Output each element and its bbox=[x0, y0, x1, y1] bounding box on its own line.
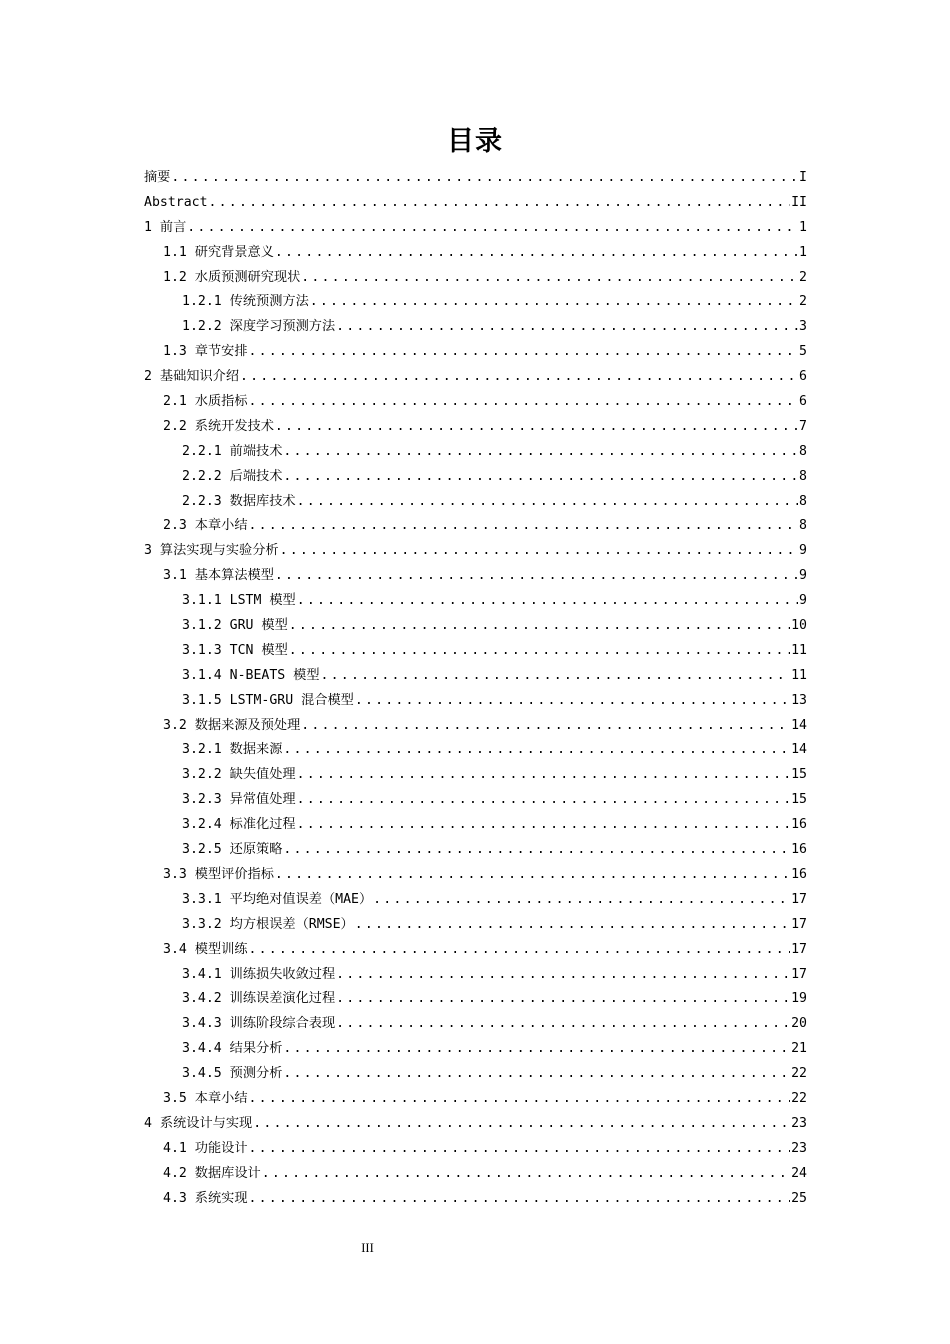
dot-leader bbox=[355, 913, 790, 938]
toc-entry-page-number: 2 bbox=[799, 269, 807, 285]
toc-entry-label: 4.3 系统实现 bbox=[163, 1190, 248, 1206]
toc-entry[interactable] bbox=[144, 266, 807, 291]
dot-leader bbox=[297, 788, 791, 813]
page-number: III bbox=[361, 1241, 374, 1255]
toc-entry[interactable] bbox=[144, 838, 807, 863]
toc-entry-label: 1.2.1 传统预测方法 bbox=[182, 294, 309, 310]
toc-entry-label: 1 前言 bbox=[144, 219, 187, 235]
toc-entry-page-number: 11 bbox=[791, 642, 807, 658]
toc-entry-page-number: 6 bbox=[799, 394, 807, 410]
toc-entry-page-number: 7 bbox=[799, 418, 807, 434]
toc-entry-label: 2.3 本章小结 bbox=[163, 518, 248, 534]
dot-leader bbox=[249, 1087, 791, 1112]
toc-entry-label: 3.4.2 训练误差演化过程 bbox=[182, 991, 336, 1007]
toc-entry-page-number: 17 bbox=[791, 941, 807, 957]
toc-title: 目录 bbox=[447, 126, 503, 157]
toc-entry-page-number: 8 bbox=[799, 443, 807, 459]
toc-entry-page-number: 14 bbox=[791, 742, 807, 758]
toc-entry-page-number: 20 bbox=[791, 1016, 807, 1032]
toc-entry-page-number: 17 bbox=[791, 916, 807, 932]
toc-entry-label: 摘要 bbox=[144, 170, 171, 185]
toc-entry-label: 2.2.2 后端技术 bbox=[182, 468, 283, 484]
toc-entry-page-number: 17 bbox=[791, 966, 807, 982]
table-of-contents bbox=[144, 166, 807, 1211]
dot-leader bbox=[249, 340, 799, 365]
dot-leader bbox=[275, 241, 798, 266]
toc-entry-label: 2.2.1 前端技术 bbox=[182, 443, 283, 459]
toc-entry-label: 3 算法实现与实验分析 bbox=[144, 543, 279, 559]
toc-entry[interactable] bbox=[144, 639, 807, 664]
dot-leader bbox=[289, 614, 790, 639]
toc-entry-page-number: 13 bbox=[791, 692, 807, 708]
dot-leader bbox=[336, 1012, 790, 1037]
dot-leader bbox=[297, 490, 798, 515]
toc-entry-page-number: 6 bbox=[799, 369, 807, 385]
toc-entry-page-number: II bbox=[791, 194, 807, 210]
toc-entry[interactable] bbox=[144, 763, 807, 788]
toc-entry-label: 2.2.3 数据库技术 bbox=[182, 493, 296, 509]
dot-leader bbox=[275, 863, 790, 888]
toc-entry[interactable] bbox=[144, 390, 807, 415]
toc-entry-label: 3.2.4 标准化过程 bbox=[182, 817, 296, 833]
toc-entry[interactable] bbox=[144, 664, 807, 689]
toc-entry[interactable] bbox=[144, 440, 807, 465]
toc-entry-page-number: 22 bbox=[791, 1066, 807, 1082]
dot-leader bbox=[209, 191, 791, 216]
toc-entry[interactable] bbox=[144, 241, 807, 266]
toc-entry[interactable] bbox=[144, 465, 807, 490]
toc-entry-label: 3.2.2 缺失值处理 bbox=[182, 767, 296, 783]
dot-leader bbox=[373, 888, 790, 913]
toc-entry-label: 4.1 功能设计 bbox=[163, 1140, 248, 1156]
toc-entry-label: 3.1.4 N-BEATS 模型 bbox=[182, 667, 320, 683]
dot-leader bbox=[240, 365, 798, 390]
toc-entry-label: 3.1.2 GRU 模型 bbox=[182, 618, 288, 634]
toc-entry-page-number: 16 bbox=[791, 866, 807, 882]
dot-leader bbox=[297, 763, 791, 788]
toc-entry-label: 3.4.5 预测分析 bbox=[182, 1066, 283, 1082]
toc-entry-page-number: 5 bbox=[799, 344, 807, 360]
toc-entry[interactable] bbox=[144, 738, 807, 763]
toc-entry-page-number: 22 bbox=[791, 1090, 807, 1106]
toc-entry[interactable] bbox=[144, 689, 807, 714]
dot-leader bbox=[321, 664, 791, 689]
toc-entry-page-number: 15 bbox=[791, 792, 807, 808]
dot-leader bbox=[289, 639, 790, 664]
toc-entry-page-number: 1 bbox=[799, 244, 807, 260]
dot-leader bbox=[283, 440, 798, 465]
toc-entry-page-number: 11 bbox=[791, 667, 807, 683]
toc-entry-page-number: 23 bbox=[791, 1140, 807, 1156]
toc-entry-label: 3.2.5 还原策略 bbox=[182, 842, 283, 858]
toc-entry[interactable] bbox=[144, 888, 807, 913]
dot-leader bbox=[249, 938, 791, 963]
toc-entry-label: 3.4 模型训练 bbox=[163, 941, 248, 957]
toc-entry-label: 3.2 数据来源及预处理 bbox=[163, 717, 301, 733]
dot-leader bbox=[280, 539, 798, 564]
toc-entry-label: 3.3.1 平均绝对值误差（MAE） bbox=[182, 891, 373, 907]
dot-leader bbox=[249, 1137, 791, 1162]
toc-entry[interactable] bbox=[144, 1137, 807, 1162]
dot-leader bbox=[171, 166, 798, 191]
toc-entry-page-number: 9 bbox=[799, 568, 807, 584]
toc-entry[interactable] bbox=[144, 987, 807, 1012]
dot-leader bbox=[301, 714, 790, 739]
dot-leader bbox=[301, 266, 798, 291]
toc-entry[interactable] bbox=[144, 863, 807, 888]
dot-leader bbox=[297, 589, 798, 614]
toc-entry-label: 3.2.3 异常值处理 bbox=[182, 792, 296, 808]
toc-entry-label: 3.1.5 LSTM-GRU 混合模型 bbox=[182, 692, 354, 708]
toc-entry-page-number: 23 bbox=[791, 1115, 807, 1131]
toc-entry-label: 4.2 数据库设计 bbox=[163, 1165, 261, 1181]
toc-entry[interactable] bbox=[144, 589, 807, 614]
toc-entry-label: 3.4.3 训练阶段综合表现 bbox=[182, 1016, 336, 1032]
toc-entry[interactable] bbox=[144, 191, 807, 216]
toc-entry-page-number: 10 bbox=[791, 618, 807, 634]
toc-entry-page-number: 3 bbox=[799, 319, 807, 335]
toc-entry[interactable] bbox=[144, 813, 807, 838]
toc-entry-label: Abstract bbox=[144, 194, 208, 210]
dot-leader bbox=[336, 987, 790, 1012]
toc-entry[interactable] bbox=[144, 1187, 807, 1212]
toc-entry[interactable] bbox=[144, 1062, 807, 1087]
toc-entry-page-number: 24 bbox=[791, 1165, 807, 1181]
toc-entry-page-number: 25 bbox=[791, 1190, 807, 1206]
toc-entry-label: 4 系统设计与实现 bbox=[144, 1115, 253, 1131]
toc-entry[interactable] bbox=[144, 365, 807, 390]
toc-entry-label: 1.2 水质预测研究现状 bbox=[163, 269, 301, 285]
toc-entry-label: 3.3 模型评价指标 bbox=[163, 866, 274, 882]
toc-entry[interactable] bbox=[144, 166, 807, 191]
toc-entry-page-number: 2 bbox=[799, 294, 807, 310]
toc-entry-page-number: 8 bbox=[799, 493, 807, 509]
dot-leader bbox=[262, 1162, 790, 1187]
dot-leader bbox=[283, 465, 798, 490]
toc-entry[interactable] bbox=[144, 963, 807, 988]
toc-entry[interactable] bbox=[144, 539, 807, 564]
dot-leader bbox=[336, 315, 798, 340]
toc-entry-page-number: 17 bbox=[791, 891, 807, 907]
toc-entry-label: 3.4.1 训练损失收敛过程 bbox=[182, 966, 336, 982]
toc-entry-page-number: 19 bbox=[791, 991, 807, 1007]
toc-entry[interactable] bbox=[144, 938, 807, 963]
toc-entry[interactable] bbox=[144, 1112, 807, 1137]
toc-entry[interactable] bbox=[144, 1037, 807, 1062]
toc-entry-page-number: 8 bbox=[799, 518, 807, 534]
toc-entry-label: 1.3 章节安排 bbox=[163, 344, 248, 360]
toc-entry[interactable] bbox=[144, 216, 807, 241]
dot-leader bbox=[253, 1112, 790, 1137]
toc-entry-page-number: 16 bbox=[791, 842, 807, 858]
toc-entry-page-number: 1 bbox=[799, 219, 807, 235]
toc-entry[interactable] bbox=[144, 1012, 807, 1037]
dot-leader bbox=[297, 813, 791, 838]
dot-leader bbox=[336, 963, 790, 988]
dot-leader bbox=[310, 290, 798, 315]
toc-entry-page-number: 14 bbox=[791, 717, 807, 733]
toc-entry-page-number: 15 bbox=[791, 767, 807, 783]
toc-entry-label: 2.2 系统开发技术 bbox=[163, 418, 274, 434]
toc-entry-page-number: 9 bbox=[799, 543, 807, 559]
toc-entry[interactable] bbox=[144, 614, 807, 639]
toc-entry-label: 3.2.1 数据来源 bbox=[182, 742, 283, 758]
toc-entry[interactable] bbox=[144, 913, 807, 938]
toc-entry[interactable] bbox=[144, 1162, 807, 1187]
dot-leader bbox=[283, 738, 790, 763]
dot-leader bbox=[275, 564, 798, 589]
toc-entry-page-number: 21 bbox=[791, 1041, 807, 1057]
toc-entry-label: 2 基础知识介绍 bbox=[144, 369, 240, 385]
toc-entry[interactable] bbox=[144, 490, 807, 515]
toc-entry[interactable] bbox=[144, 315, 807, 340]
dot-leader bbox=[249, 1187, 791, 1212]
toc-entry-label: 3.3.2 均方根误差（RMSE） bbox=[182, 916, 354, 932]
dot-leader bbox=[283, 838, 790, 863]
dot-leader bbox=[283, 1062, 790, 1087]
toc-entry-label: 3.1.1 LSTM 模型 bbox=[182, 593, 296, 609]
toc-entry[interactable] bbox=[144, 564, 807, 589]
toc-entry[interactable] bbox=[144, 788, 807, 813]
dot-leader bbox=[249, 514, 799, 539]
dot-leader bbox=[275, 415, 798, 440]
toc-entry[interactable] bbox=[144, 1087, 807, 1112]
toc-entry-page-number: 9 bbox=[799, 593, 807, 609]
toc-entry-page-number: I bbox=[799, 170, 807, 185]
toc-entry-label: 3.5 本章小结 bbox=[163, 1090, 248, 1106]
dot-leader bbox=[355, 689, 790, 714]
dot-leader bbox=[187, 216, 798, 241]
dot-leader bbox=[249, 390, 799, 415]
toc-entry-label: 3.1 基本算法模型 bbox=[163, 568, 274, 584]
toc-entry-label: 1.1 研究背景意义 bbox=[163, 244, 274, 260]
toc-entry[interactable] bbox=[144, 514, 807, 539]
toc-entry-label: 1.2.2 深度学习预测方法 bbox=[182, 319, 336, 335]
toc-entry[interactable] bbox=[144, 290, 807, 315]
toc-entry-page-number: 16 bbox=[791, 817, 807, 833]
toc-entry-label: 3.4.4 结果分析 bbox=[182, 1041, 283, 1057]
toc-entry[interactable] bbox=[144, 340, 807, 365]
toc-entry-page-number: 8 bbox=[799, 468, 807, 484]
toc-entry[interactable] bbox=[144, 714, 807, 739]
toc-entry-label: 3.1.3 TCN 模型 bbox=[182, 642, 288, 658]
toc-entry[interactable] bbox=[144, 415, 807, 440]
toc-entry-label: 2.1 水质指标 bbox=[163, 394, 248, 410]
dot-leader bbox=[283, 1037, 790, 1062]
